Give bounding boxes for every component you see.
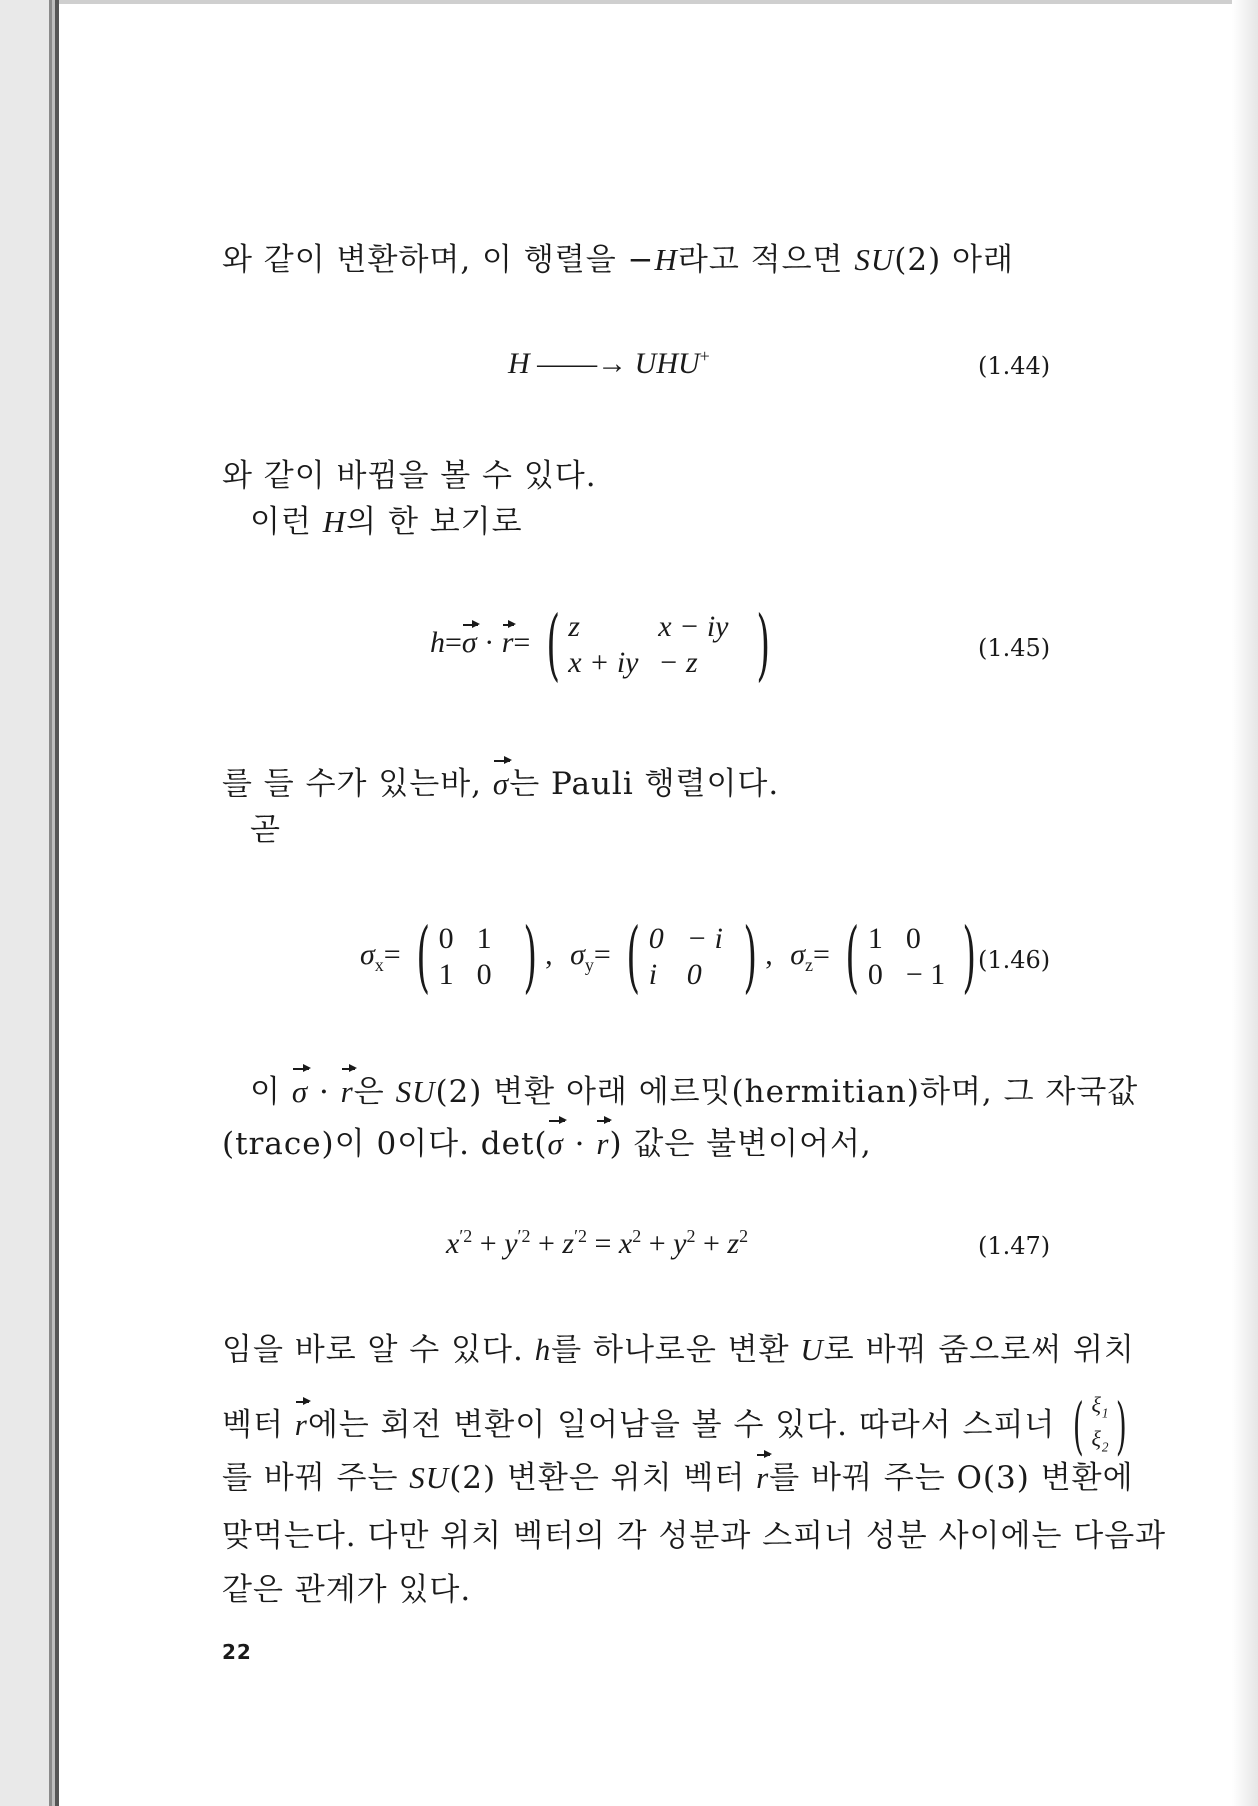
subscript-2: 2 (1101, 1439, 1110, 1455)
text-segment: (2) 변환 아래 에르밋(hermitian)하며, 그 자국값 (435, 1074, 1139, 1110)
text-segment: (2) 변환은 위치 벡터 (449, 1460, 757, 1496)
var-x: x (618, 1227, 633, 1260)
var-y: y (504, 1227, 518, 1260)
equals: = (513, 625, 531, 659)
matrix-cell: − z (658, 646, 698, 679)
var-h: h (534, 1332, 552, 1367)
plus: + (641, 1227, 674, 1260)
vector-r: r (756, 1456, 769, 1500)
sigma-y: σ (570, 937, 585, 971)
text-segment: (trace)이 0이다. det( (222, 1126, 548, 1162)
matrix-cell: 1 (438, 958, 454, 991)
eq-lhs: H (508, 347, 530, 380)
equation-number-1-47: (1.47) (978, 1232, 1051, 1260)
xi: ξ (1091, 1392, 1102, 1417)
text-segment: 이 (250, 1074, 292, 1110)
text-segment: 이런 (250, 504, 323, 540)
matrix-cell: x − iy (658, 610, 729, 643)
equals: = (445, 625, 462, 659)
sigma-z: σ (790, 937, 805, 971)
matrix-cell: 0 (438, 922, 454, 955)
var-z: z (727, 1227, 740, 1260)
matrix-cell: i (648, 958, 658, 991)
vector-sigma: σ (493, 762, 509, 806)
matrix-cell: − 1 (905, 958, 946, 991)
matrix-cell: 0 (686, 958, 702, 991)
matrix-cell: x + iy (568, 646, 639, 679)
equals: = (812, 937, 830, 971)
text-segment: 라고 적으면 (677, 242, 855, 278)
text-segment: 은 (353, 1074, 396, 1110)
matrix-cell: − i (686, 922, 723, 955)
equation-1-47 (446, 1226, 748, 1261)
text-line-5: 곧 (250, 812, 281, 848)
text-line-11: 맞먹는다. 다만 위치 벡터의 각 성분과 스피너 성분 사이에는 다음과 (222, 1518, 1167, 1554)
var-h: h (430, 625, 445, 659)
text-segment: 의 한 보기로 (346, 504, 523, 540)
text-line-10 (222, 1456, 1134, 1500)
prime-squared: ′2 (517, 1226, 531, 1246)
vector-r: r (596, 1122, 609, 1166)
matrix-sigma-z: ( 1 0 0 − 1 ) (845, 912, 976, 1002)
text-segment: 를 들 수가 있는바, (222, 766, 493, 802)
matrix-cell: 0 (476, 958, 492, 991)
text-line-2: 와 같이 바뀜을 볼 수 있다. (222, 458, 597, 494)
var-H: H (322, 504, 347, 539)
dot-operator: · (476, 625, 502, 659)
arrow: ——→ (537, 347, 628, 380)
vector-sigma: σ (548, 1122, 564, 1166)
left-paren: ( (546, 600, 560, 690)
eq-rhs: UHU (634, 347, 700, 380)
var-SU: SU (409, 1460, 450, 1495)
dot-operator: · (563, 1126, 597, 1162)
subscript-y: y (584, 954, 594, 975)
dagger-sup: + (699, 346, 710, 366)
comma: , (545, 937, 553, 971)
text-line-4 (222, 762, 779, 806)
matrix-h (538, 600, 779, 690)
vector-r: r (501, 625, 514, 659)
matrix-sigma-x: ( 0 1 1 0 ) (416, 912, 537, 1002)
equals: = (383, 937, 401, 971)
matrix-cell: 1 (476, 922, 492, 955)
text-segment: ) 값은 불변이어서, (609, 1126, 872, 1162)
equation-1-45 (430, 600, 779, 690)
matrix-cell: 0 (867, 958, 883, 991)
text-segment: (2) 아래 (894, 242, 1014, 278)
plus: + (695, 1227, 728, 1260)
subscript-1: 1 (1101, 1405, 1110, 1421)
text-line-12: 같은 관계가 있다. (222, 1572, 472, 1608)
text-line-1 (222, 238, 1014, 282)
var-U: U (800, 1332, 824, 1367)
equals: = (587, 1227, 619, 1260)
text-segment: 임을 바로 알 수 있다. (222, 1332, 535, 1368)
squared: 2 (739, 1226, 749, 1246)
page-number: 22 (222, 1640, 252, 1664)
vector-r: r (295, 1403, 308, 1447)
matrix-cell: 1 (867, 922, 883, 955)
equation-number-1-46: (1.46) (978, 946, 1051, 974)
spinor-column: ( $\xi_1$ $\xi_2$ ) (1073, 1389, 1128, 1463)
matrix-cell: 0 (905, 922, 921, 955)
var-x: x (446, 1227, 460, 1260)
text-segment: 로 바꿔 줌으로써 위치 (823, 1332, 1135, 1368)
matrix-sigma-y: ( 0 − i i 0 ) (626, 912, 757, 1002)
xi: ξ (1091, 1426, 1102, 1452)
vector-sigma: σ (292, 1070, 308, 1114)
dot-operator: · (308, 1074, 341, 1110)
equation-1-46 (360, 912, 984, 1002)
equals: = (593, 937, 611, 971)
plus: + (530, 1227, 563, 1260)
matrix-cell: 0 (648, 922, 664, 955)
text-segment: 를 바꿔 주는 (222, 1460, 410, 1496)
squared: 2 (686, 1226, 696, 1246)
comma: , (765, 937, 773, 971)
page-top-edge (59, 0, 1258, 4)
equation-1-44 (508, 346, 710, 381)
text-segment: 는 Pauli 행렬이다. (509, 766, 780, 802)
equation-number-1-45: (1.45) (978, 634, 1051, 662)
page-right-edge (1232, 0, 1258, 1806)
sigma-x: σ (360, 937, 375, 971)
matrix-cell: z (568, 610, 580, 643)
var-SU: SU (395, 1074, 436, 1109)
subscript-x: x (374, 954, 384, 975)
vector-sigma: σ (461, 625, 477, 659)
text-line-9 (222, 1389, 1135, 1463)
var-y: y (673, 1227, 687, 1260)
equation-number-1-44: (1.44) (978, 352, 1051, 380)
var-SU: SU (854, 242, 895, 277)
text-line-6 (250, 1070, 1138, 1114)
vector-r: r (341, 1070, 354, 1114)
text-segment: 를 바꿔 주는 O(3) 변환에 (769, 1460, 1134, 1496)
text-segment: 벡터 (222, 1406, 295, 1443)
text-segment: 를 하나로운 변환 (551, 1332, 801, 1368)
text-line-3 (250, 500, 523, 544)
right-paren: ) (756, 600, 771, 690)
plus: + (472, 1227, 505, 1260)
text-line-7 (222, 1122, 872, 1166)
prime-squared: ′2 (574, 1226, 587, 1246)
subscript-z: z (804, 954, 813, 975)
var-z: z (562, 1227, 575, 1260)
squared: 2 (632, 1226, 642, 1246)
var-H: H (654, 242, 678, 277)
prime-squared: ′2 (459, 1226, 473, 1246)
text-segment: 와 같이 변환하며, 이 행렬을 − (222, 242, 655, 278)
text-segment: 에는 회전 변환이 일어남을 볼 수 있다. 따라서 스피너 (307, 1406, 1067, 1443)
text-line-8 (222, 1328, 1135, 1372)
